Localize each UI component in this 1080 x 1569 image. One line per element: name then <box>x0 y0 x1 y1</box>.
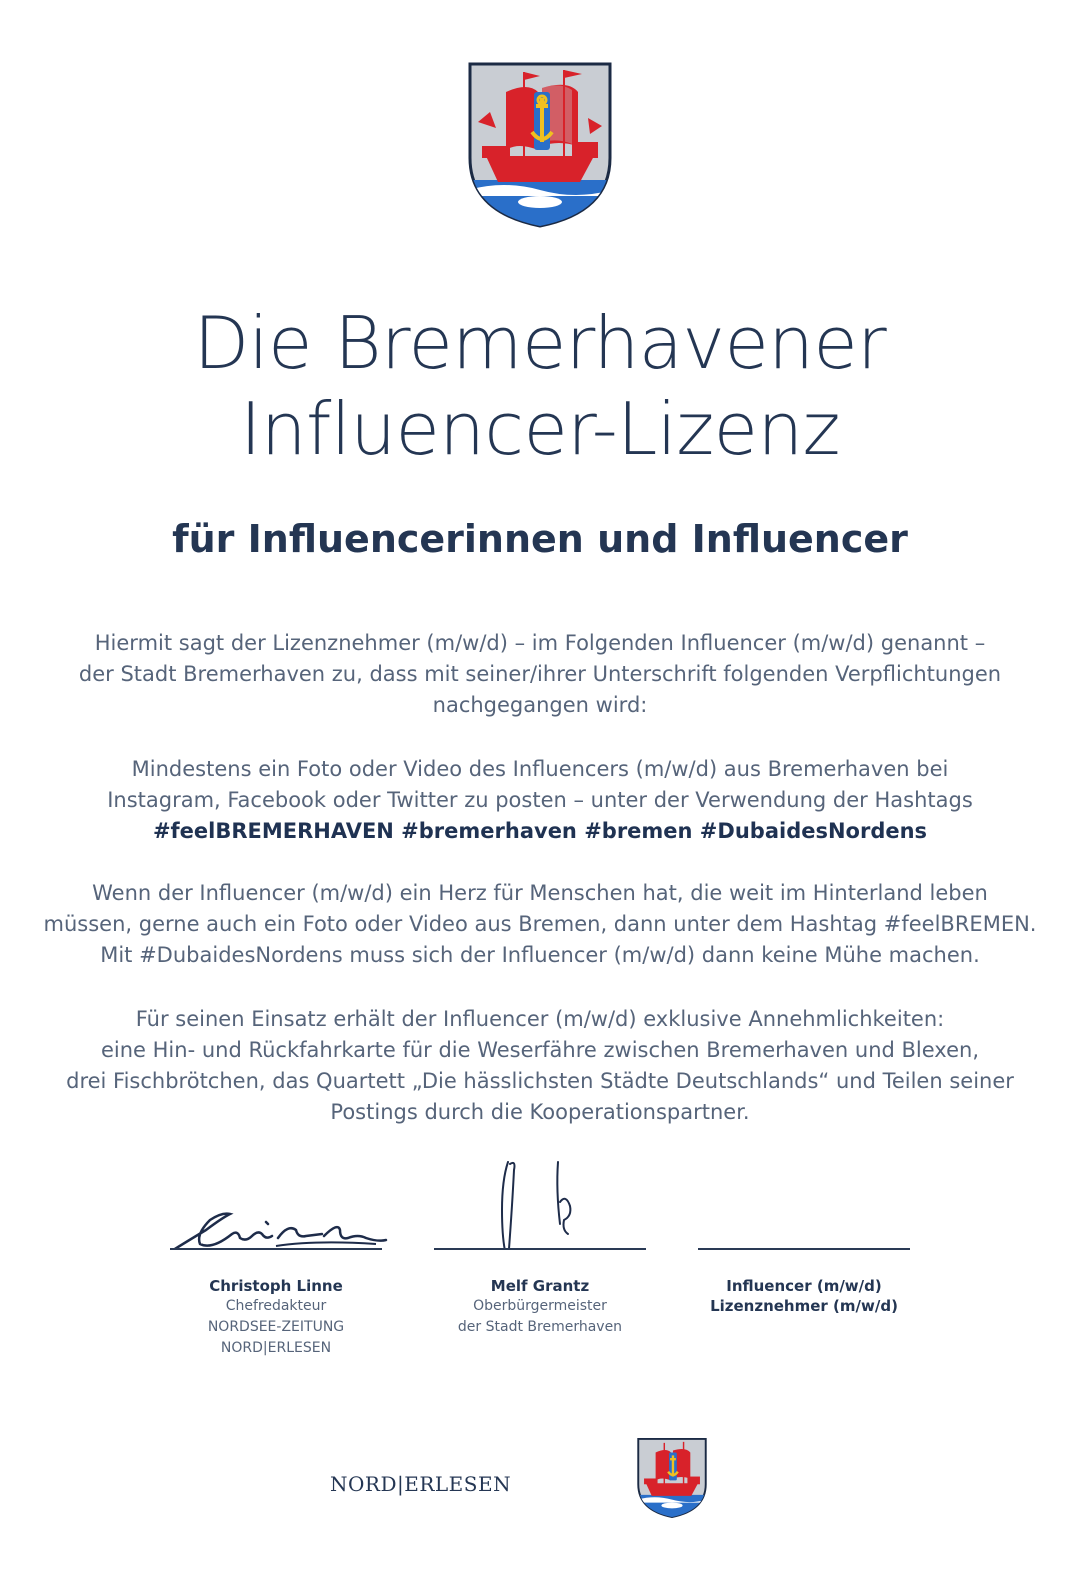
text-line: Für seinen Einsatz erhält der Influencer (m/w/d) exklusive Annehmlichkeiten: <box>135 1007 945 1031</box>
name-line: Influencer (m/w/d) <box>726 1277 882 1295</box>
obligation-paragraph <box>40 754 1040 847</box>
text-line: müssen, gerne auch ein Foto oder Video aus Bremen, dann unter dem Hashtag #feelBREMEN. <box>43 912 1037 936</box>
role-line: Chefredakteur <box>225 1298 327 1314</box>
text-line: drei Fischbrötchen, das Quartett „Die hässlichsten Städte Deutschlands“ und Teilen seiner <box>66 1069 1014 1093</box>
signature-line <box>434 1248 646 1250</box>
role-line: NORDSEE-ZEITUNG <box>207 1319 345 1335</box>
signer-name: Melf Grantz <box>490 1277 590 1295</box>
text-line: eine Hin- und Rückfahrkarte für die Weserfähre zwischen Bremerhaven und Blexen, <box>100 1038 979 1062</box>
role-line: Oberbürgermeister <box>473 1298 607 1314</box>
role-line: der Stadt Bremerhaven <box>457 1319 623 1335</box>
signer-role <box>390 1296 690 1338</box>
name-line: Lizenznehmer (m/w/d) <box>710 1297 898 1315</box>
text-line: Instagram, Facebook oder Twitter zu posten – unter der Verwendung der Hashtags <box>107 788 973 812</box>
crest-icon <box>636 1438 708 1518</box>
role-line: NORD|ERLESEN <box>220 1340 332 1356</box>
text-line: der Stadt Bremerhaven zu, dass mit seiner/ihrer Unterschrift folgenden Verpflichtungen <box>78 662 1002 686</box>
title-line-2: Influencer-Lizenz <box>240 387 840 471</box>
signer-role <box>126 1296 426 1359</box>
text-line: nachgegangen wird: <box>432 693 648 717</box>
text-line: Hiermit sagt der Lizenznehmer (m/w/d) – im Folgenden Influencer (m/w/d) genannt – <box>94 631 986 655</box>
signature-block-linne <box>126 1150 426 1359</box>
crest-icon <box>468 62 612 228</box>
handwritten-signature-icon <box>390 1150 690 1250</box>
signature-block-grantz <box>390 1150 690 1338</box>
title-line-1: Die Bremerhavener <box>193 301 887 385</box>
signer-name <box>654 1276 954 1316</box>
rewards-paragraph <box>40 1004 1040 1128</box>
signature-line <box>170 1248 382 1250</box>
handwritten-signature-icon <box>126 1150 426 1250</box>
text-line: Mindestens ein Foto oder Video des Influencers (m/w/d) aus Bremerhaven bei <box>131 757 949 781</box>
text-line: Wenn der Influencer (m/w/d) ein Herz für Menschen hat, die weit im Hinterland leben <box>92 881 988 905</box>
page-title <box>0 300 1080 472</box>
bremen-paragraph <box>40 878 1040 971</box>
nord-erlesen-logo: NORD|ERLESEN <box>330 1472 512 1496</box>
signature-block-influencer <box>654 1150 954 1316</box>
signer-name: Christoph Linne <box>209 1277 343 1295</box>
page-subtitle: für Influencerinnen und Influencer <box>172 517 908 561</box>
text-line: Mit #DubaidesNordens muss sich der Influencer (m/w/d) dann keine Mühe machen. <box>100 943 980 967</box>
intro-paragraph <box>40 628 1040 721</box>
hashtags: #feelBREMERHAVEN #bremerhaven #bremen #DubaidesNordens <box>152 819 928 843</box>
signature-line <box>698 1248 910 1250</box>
text-line: Postings durch die Kooperationspartner. <box>330 1100 750 1124</box>
